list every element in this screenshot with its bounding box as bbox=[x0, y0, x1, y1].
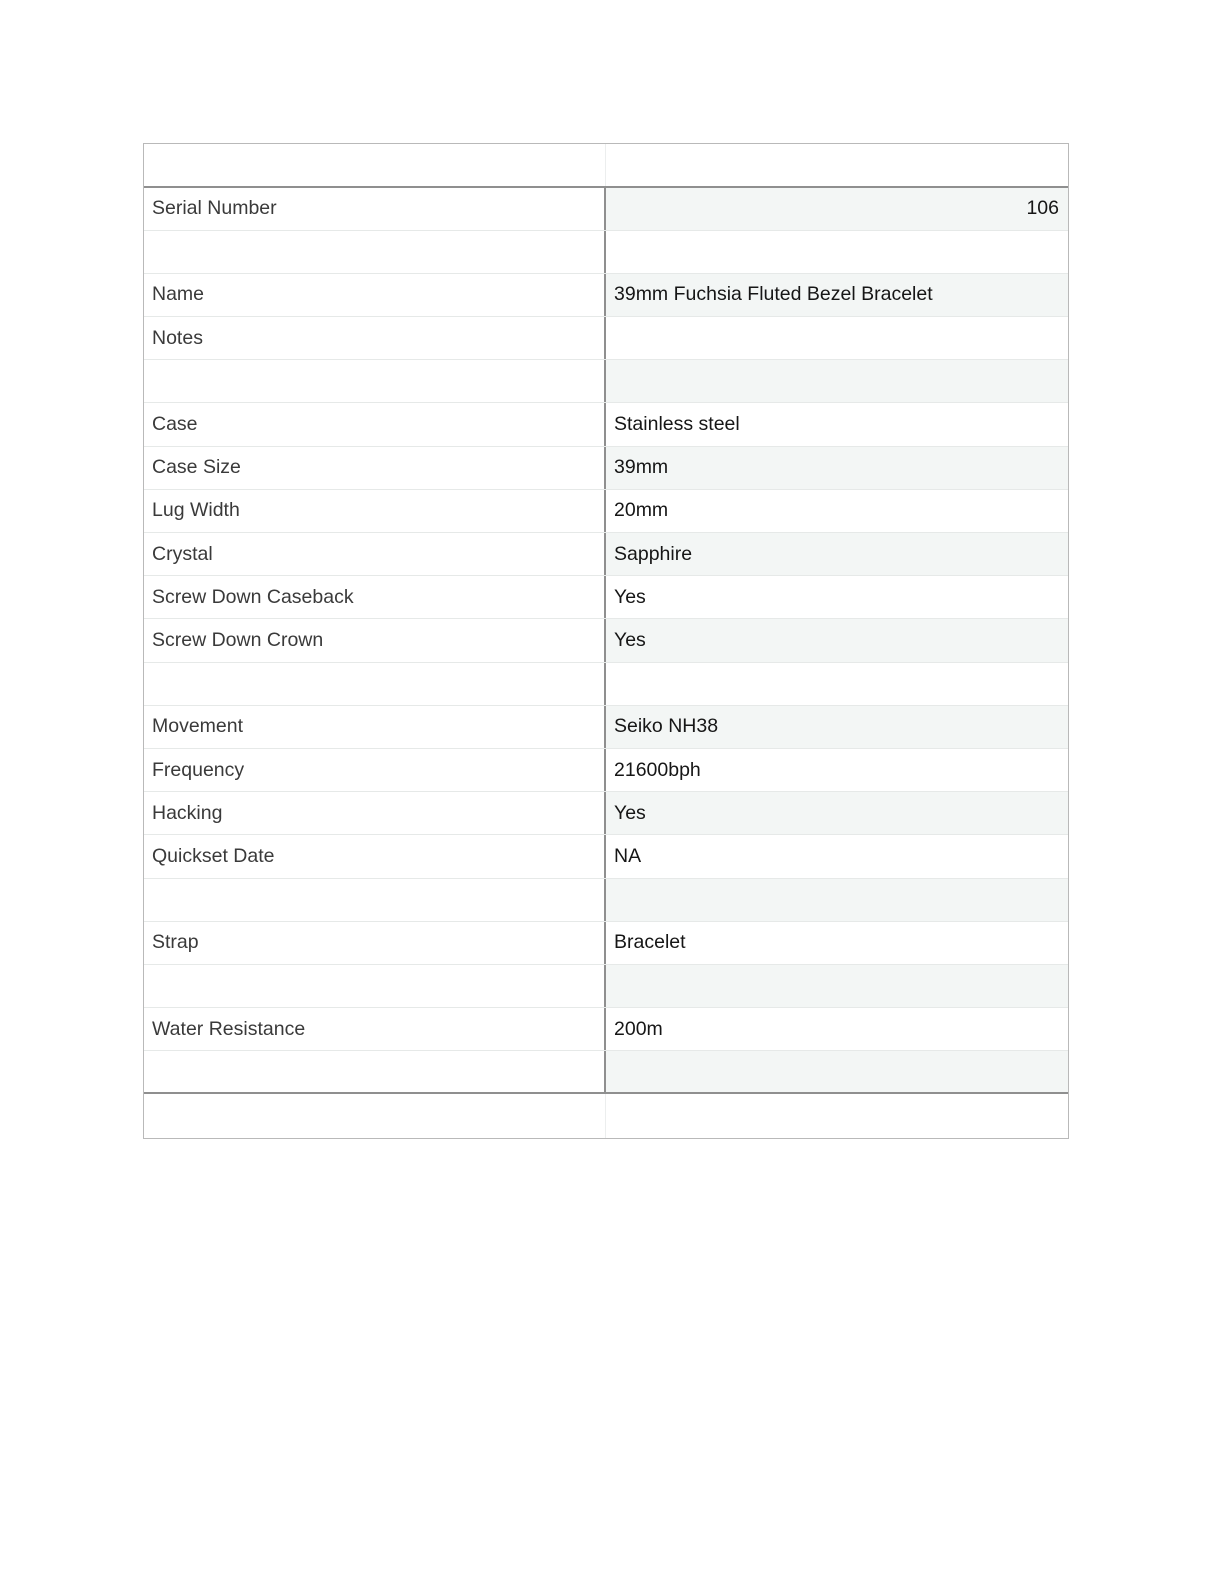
quickset-date-label[interactable]: Quickset Date bbox=[144, 835, 606, 877]
table-footer-row bbox=[144, 1094, 1068, 1137]
table-row-frequency bbox=[144, 749, 1068, 792]
case-size-label[interactable]: Case Size bbox=[144, 447, 606, 489]
empty-cell[interactable] bbox=[606, 663, 1068, 705]
header-cell[interactable] bbox=[606, 144, 1068, 186]
screw-down-caseback-label[interactable]: Screw Down Caseback bbox=[144, 576, 606, 618]
table-row-hacking bbox=[144, 792, 1068, 835]
hacking-value[interactable]: Yes bbox=[606, 792, 1068, 834]
empty-cell[interactable] bbox=[606, 1051, 1068, 1092]
lug-width-label[interactable]: Lug Width bbox=[144, 490, 606, 532]
footer-cell[interactable] bbox=[606, 1094, 1068, 1137]
quickset-date-value[interactable]: NA bbox=[614, 844, 642, 867]
hacking-label[interactable]: Hacking bbox=[144, 792, 606, 834]
table-row-screw-down-crown bbox=[144, 619, 1068, 662]
table-row-name bbox=[144, 274, 1068, 317]
table-header-row bbox=[144, 144, 1068, 188]
strap-label[interactable]: Strap bbox=[144, 922, 606, 964]
empty-cell[interactable] bbox=[606, 360, 1068, 402]
empty-cell[interactable] bbox=[144, 231, 606, 273]
table-row-notes bbox=[144, 317, 1068, 360]
table-row-case-size bbox=[144, 447, 1068, 490]
movement-value[interactable]: Seiko NH38 bbox=[606, 706, 1068, 748]
table-row-spacer bbox=[144, 965, 1068, 1008]
name-label[interactable]: Name bbox=[144, 274, 606, 316]
table-row-water-resistance bbox=[144, 1008, 1068, 1051]
table-row-spacer bbox=[144, 360, 1068, 403]
empty-cell[interactable] bbox=[144, 360, 606, 402]
table-row-serial-number bbox=[144, 188, 1068, 231]
case-value[interactable]: Stainless steel bbox=[614, 413, 740, 436]
table-row-spacer bbox=[144, 1051, 1068, 1094]
notes-label[interactable]: Notes bbox=[144, 317, 606, 359]
crystal-label[interactable]: Crystal bbox=[144, 533, 606, 575]
lug-width-value[interactable]: 20mm bbox=[614, 499, 669, 522]
serial-number-value[interactable]: 106 bbox=[606, 188, 1068, 230]
spec-table bbox=[143, 143, 1069, 1139]
screw-down-crown-label[interactable]: Screw Down Crown bbox=[144, 619, 606, 661]
header-cell[interactable] bbox=[144, 144, 606, 186]
screw-down-caseback-value[interactable]: Yes bbox=[614, 585, 646, 608]
water-resistance-label[interactable]: Water Resistance bbox=[144, 1008, 606, 1050]
empty-cell[interactable] bbox=[144, 965, 606, 1007]
screw-down-crown-value[interactable]: Yes bbox=[606, 619, 1068, 661]
empty-cell[interactable] bbox=[606, 231, 1068, 273]
table-row-spacer bbox=[144, 663, 1068, 706]
table-row-spacer bbox=[144, 879, 1068, 922]
empty-cell[interactable] bbox=[606, 965, 1068, 1007]
name-value[interactable]: 39mm Fuchsia Fluted Bezel Bracelet bbox=[606, 274, 1068, 316]
table-row-screw-down-caseback bbox=[144, 576, 1068, 619]
case-label[interactable]: Case bbox=[144, 403, 606, 445]
empty-cell[interactable] bbox=[144, 1051, 606, 1092]
frequency-label[interactable]: Frequency bbox=[144, 749, 606, 791]
table-row-spacer bbox=[144, 231, 1068, 274]
footer-cell[interactable] bbox=[144, 1094, 606, 1137]
empty-cell[interactable] bbox=[144, 663, 606, 705]
empty-cell[interactable] bbox=[606, 879, 1068, 921]
table-row-case bbox=[144, 403, 1068, 446]
notes-value[interactable] bbox=[606, 317, 1068, 359]
crystal-value[interactable]: Sapphire bbox=[606, 533, 1068, 575]
frequency-value[interactable]: 21600bph bbox=[614, 758, 701, 781]
water-resistance-value[interactable]: 200m bbox=[614, 1017, 663, 1040]
movement-label[interactable]: Movement bbox=[144, 706, 606, 748]
strap-value[interactable]: Bracelet bbox=[614, 931, 686, 954]
table-row-strap bbox=[144, 922, 1068, 965]
table-row-lug-width bbox=[144, 490, 1068, 533]
case-size-value[interactable]: 39mm bbox=[606, 447, 1068, 489]
empty-cell[interactable] bbox=[144, 879, 606, 921]
serial-number-label[interactable]: Serial Number bbox=[144, 188, 606, 230]
table-row-movement bbox=[144, 706, 1068, 749]
table-row-crystal bbox=[144, 533, 1068, 576]
table-row-quickset-date bbox=[144, 835, 1068, 878]
